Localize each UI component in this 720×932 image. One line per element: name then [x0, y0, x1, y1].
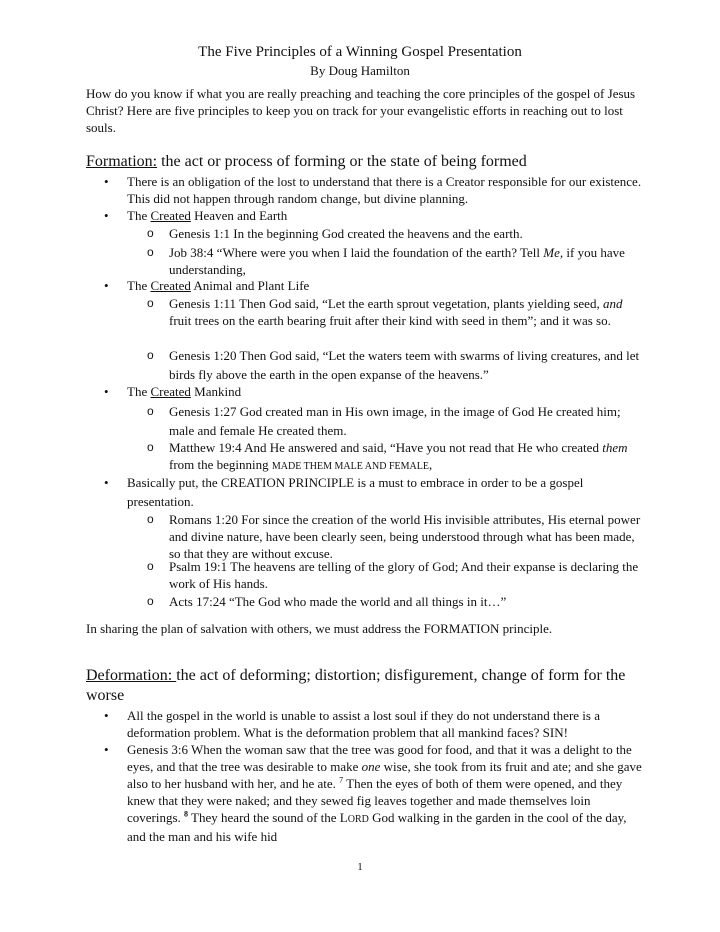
formation-bullet-heaven-earth: • The Created Heaven and Earth — [127, 207, 647, 224]
formation-bullet-creator: • There is an obligation of the lost to understand that there is a Creator responsible for our existence. This did not happen through random change, but divine planning. — [127, 173, 647, 207]
verse-romans-1-20: o Romans 1:20 For since the creation of the world His invisible attributes, His eternal power and divine nature, have been clearly seen, being understood through what has been made, so that they are without excuse. — [169, 511, 647, 562]
deformation-heading — [86, 666, 666, 706]
document-author: By Doug Hamilton — [310, 63, 410, 78]
formation-bullet-creation-principle: • Basically put, the CREATION PRINCIPLE is a must to embrace in order to be a gospel presentation. — [127, 473, 647, 511]
verse-acts-17-24: o Acts 17:24 “The God who made the world and all things in it…” — [169, 593, 647, 610]
formation-bullet-mankind: • The Created Mankind — [127, 383, 647, 400]
formation-heading — [86, 152, 666, 172]
verse-genesis-1-1: o Genesis 1:1 In the beginning God created the heavens and the earth. — [169, 225, 647, 242]
intro-paragraph: How do you know if what you are really preaching and teaching the core principles of the gospel of Jesus Christ? Here are five principles to keep you on track for your evangelistic efforts in reaching out to lost souls. — [86, 86, 636, 135]
verse-genesis-1-27: o Genesis 1:27 God created man in His own image, in the image of God He created him; male and female He created them. — [169, 402, 647, 440]
document-title: The Five Principles of a Winning Gospel Presentation — [198, 44, 522, 60]
created-word: Created — [150, 384, 191, 399]
created-word: Created — [150, 278, 191, 293]
deformation-bullet-problem: • All the gospel in the world is unable to assist a lost soul if they do not understand there is a deformation problem. What is the deformation problem that all mankind faces? SIN! — [127, 707, 647, 741]
verse-genesis-1-11: o Genesis 1:11 Then God said, “Let the earth sprout vegetation, plants yielding seed, and fruit trees on the earth bearing fruit after their kind with seed in them”; and it was so. — [169, 295, 647, 329]
formation-bullet-animal-plant: • The Created Animal and Plant Life — [127, 277, 647, 294]
deformation-term: Deformation: — [86, 667, 177, 684]
created-word: Created — [150, 208, 191, 223]
formation-closing: In sharing the plan of salvation with others, we must address the FORMATION principle. — [86, 621, 553, 636]
page-number: 1 — [357, 861, 363, 873]
verse-psalm-19-1: o Psalm 19:1 The heavens are telling of the glory of God; And their expanse is declaring the work of His hands. — [169, 558, 647, 592]
formation-term: Formation: — [86, 153, 158, 170]
deformation-bullet-genesis-3-6: • Genesis 3:6 When the woman saw that the tree was good for food, and that it was a delight to the eyes, and that the tree was desirable to make one wise, she took from its fruit and ate; and she gave also to her husband with her, and he ate. $^7$ Then the eyes of both of them were opened, and they knew that they were naked; and they sewed fig leaves together and made themselves loin coverings. $^8$ They heard the sound of the LORD God walking in the garden in the cool of the day, and the man and his wife hid — [127, 741, 647, 845]
verse-matthew-19-4: o Matthew 19:4 And He answered and said, “Have you not read that He who created them from the beginning MADE THEM MALE AND FEMALE, — [169, 439, 647, 475]
formation-definition: the act or process of forming or the state of being formed — [157, 153, 527, 170]
verse-genesis-1-20: o Genesis 1:20 Then God said, “Let the waters teem with swarms of living creatures, and let birds fly above the earth in the open expanse of the heavens.” — [169, 346, 647, 384]
verse-job-38-4: o Job 38:4 “Where were you when I laid the foundation of the earth? Tell Me, if you have understanding, — [169, 244, 647, 278]
deformation-definition: the act of deforming; distortion; disfigurement, change of form for the worse — [86, 667, 626, 704]
